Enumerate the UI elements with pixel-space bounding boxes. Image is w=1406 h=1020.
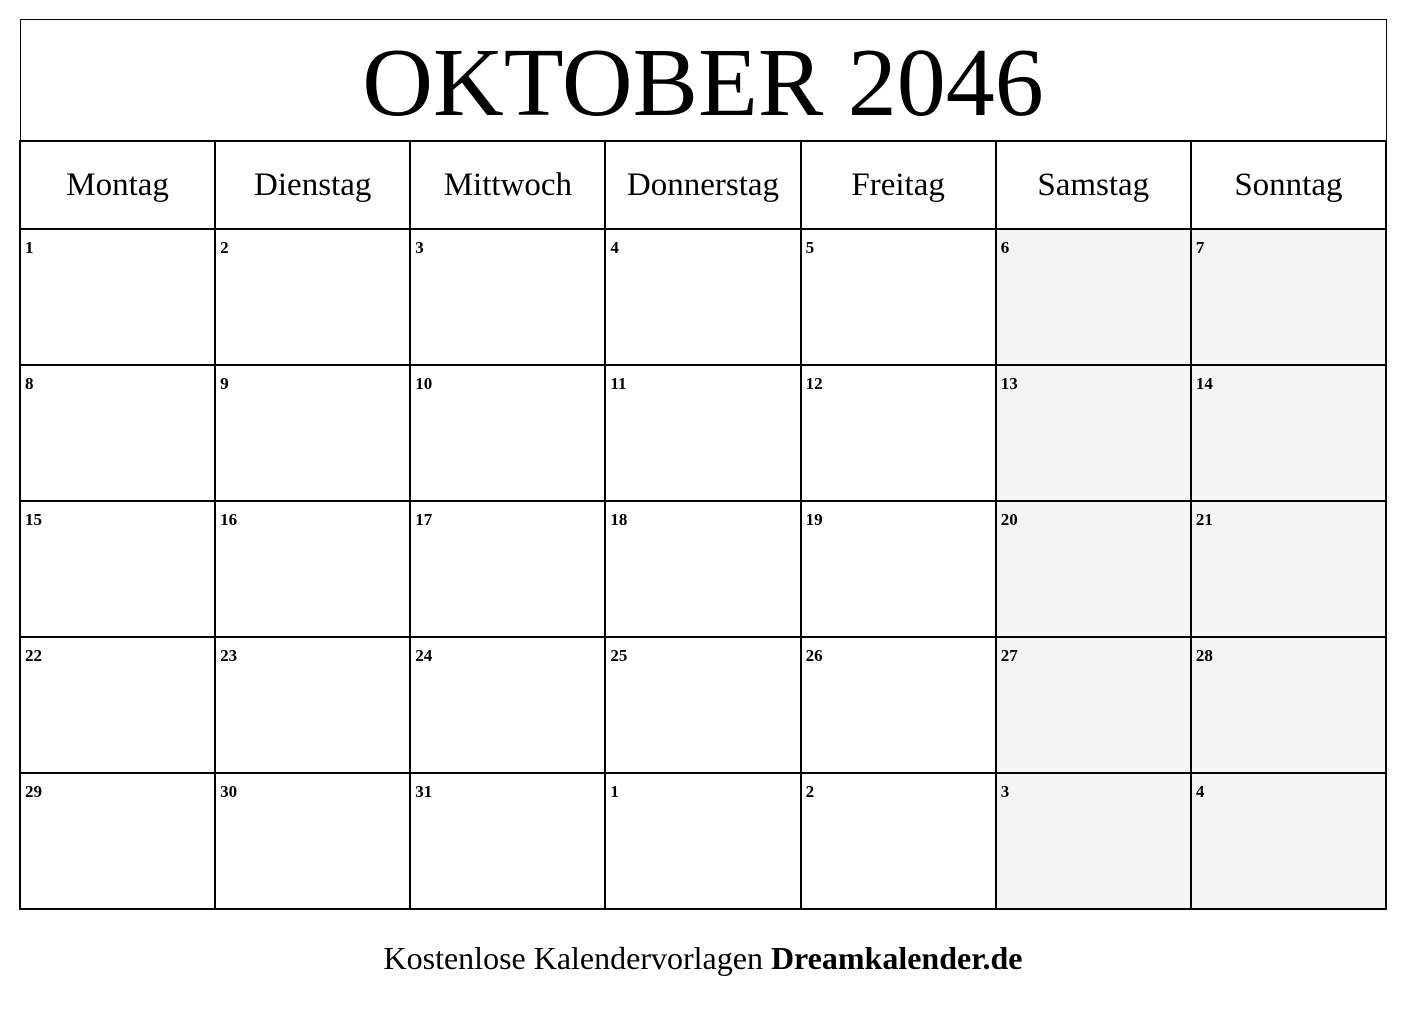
day-cell[interactable] bbox=[605, 773, 800, 909]
day-number: 23 bbox=[220, 646, 238, 665]
day-cell[interactable] bbox=[605, 365, 800, 501]
day-cell[interactable] bbox=[215, 501, 410, 637]
week-row-1 bbox=[20, 229, 1386, 365]
day-cell[interactable] bbox=[801, 229, 996, 365]
week-row-5 bbox=[20, 773, 1386, 909]
day-cell[interactable] bbox=[801, 365, 996, 501]
day-cell[interactable] bbox=[215, 773, 410, 909]
day-cell-weekend[interactable] bbox=[1191, 501, 1386, 637]
day-number: 1 bbox=[25, 238, 34, 257]
calendar-title: OKTOBER 2046 bbox=[362, 29, 1044, 137]
day-cell[interactable] bbox=[20, 501, 215, 637]
weekday-header-sunday: Sonntag bbox=[1191, 141, 1386, 229]
day-cell[interactable] bbox=[801, 773, 996, 909]
day-cell[interactable] bbox=[215, 637, 410, 773]
weekday-header-wednesday: Mittwoch bbox=[410, 141, 605, 229]
day-number: 19 bbox=[805, 510, 823, 529]
day-cell[interactable] bbox=[410, 501, 605, 637]
day-cell[interactable] bbox=[20, 773, 215, 909]
footer bbox=[0, 938, 1406, 978]
day-number: 2 bbox=[805, 782, 815, 801]
day-cell-weekend[interactable] bbox=[996, 773, 1191, 909]
day-cell[interactable] bbox=[20, 637, 215, 773]
day-number: 28 bbox=[1195, 646, 1213, 665]
day-number: 4 bbox=[610, 238, 619, 257]
day-number: 8 bbox=[25, 374, 34, 393]
title-cell bbox=[20, 20, 1386, 142]
day-number: 31 bbox=[415, 782, 433, 801]
day-cell[interactable] bbox=[605, 229, 800, 365]
footer-brand-link[interactable]: Dreamkalender.de bbox=[770, 940, 1023, 976]
day-number: 12 bbox=[805, 374, 823, 393]
day-number: 1 bbox=[610, 782, 619, 801]
day-cell[interactable] bbox=[215, 365, 410, 501]
week-row-2 bbox=[20, 365, 1386, 501]
day-cell-weekend[interactable] bbox=[996, 501, 1191, 637]
day-number: 2 bbox=[220, 238, 229, 257]
day-number: 15 bbox=[25, 510, 42, 529]
day-number: 18 bbox=[610, 510, 628, 529]
day-cell-weekend[interactable] bbox=[996, 365, 1191, 501]
day-number: 14 bbox=[1195, 374, 1213, 393]
day-number: 7 bbox=[1195, 238, 1205, 257]
day-cell-weekend[interactable] bbox=[1191, 365, 1386, 501]
day-number: 3 bbox=[415, 238, 424, 257]
day-cell-weekend[interactable] bbox=[1191, 229, 1386, 365]
day-cell[interactable] bbox=[20, 229, 215, 365]
week-row-3 bbox=[20, 501, 1386, 637]
day-cell[interactable] bbox=[605, 501, 800, 637]
day-number: 10 bbox=[415, 374, 433, 393]
weekday-header-friday: Freitag bbox=[801, 141, 996, 229]
day-cell[interactable] bbox=[20, 365, 215, 501]
day-cell[interactable] bbox=[215, 229, 410, 365]
day-cell-weekend[interactable] bbox=[1191, 637, 1386, 773]
day-number: 16 bbox=[220, 510, 238, 529]
day-cell[interactable] bbox=[801, 501, 996, 637]
day-cell[interactable] bbox=[410, 773, 605, 909]
calendar-grid bbox=[19, 19, 1387, 910]
day-cell[interactable] bbox=[605, 637, 800, 773]
day-cell[interactable] bbox=[801, 637, 996, 773]
day-cell-weekend[interactable] bbox=[996, 229, 1191, 365]
day-number: 25 bbox=[610, 646, 628, 665]
weekday-header-saturday: Samstag bbox=[996, 141, 1191, 229]
day-cell-weekend[interactable] bbox=[996, 637, 1191, 773]
weekday-header-monday: Montag bbox=[20, 141, 215, 229]
day-cell[interactable] bbox=[410, 365, 605, 501]
title-row bbox=[20, 20, 1386, 142]
day-cell[interactable] bbox=[410, 229, 605, 365]
day-number: 11 bbox=[610, 374, 627, 393]
weekday-header-tuesday: Dienstag bbox=[215, 141, 410, 229]
day-cell-weekend[interactable] bbox=[1191, 773, 1386, 909]
day-number: 20 bbox=[1000, 510, 1018, 529]
week-row-4 bbox=[20, 637, 1386, 773]
day-number: 24 bbox=[415, 646, 433, 665]
day-number: 9 bbox=[220, 374, 229, 393]
footer-text: Kostenlose Kalendervorlagen bbox=[383, 940, 763, 976]
day-number: 30 bbox=[220, 782, 238, 801]
day-number: 29 bbox=[25, 782, 42, 801]
day-number: 26 bbox=[805, 646, 823, 665]
day-number: 3 bbox=[1000, 782, 1010, 801]
day-number: 5 bbox=[805, 238, 815, 257]
weekday-header-row bbox=[20, 141, 1386, 229]
day-number: 21 bbox=[1195, 510, 1213, 529]
day-number: 4 bbox=[1195, 782, 1205, 801]
day-number: 13 bbox=[1000, 374, 1018, 393]
day-cell[interactable] bbox=[410, 637, 605, 773]
day-number: 17 bbox=[415, 510, 433, 529]
day-number: 6 bbox=[1000, 238, 1010, 257]
day-number: 27 bbox=[1000, 646, 1018, 665]
day-number: 22 bbox=[25, 646, 42, 665]
weekday-header-thursday: Donnerstag bbox=[605, 141, 800, 229]
